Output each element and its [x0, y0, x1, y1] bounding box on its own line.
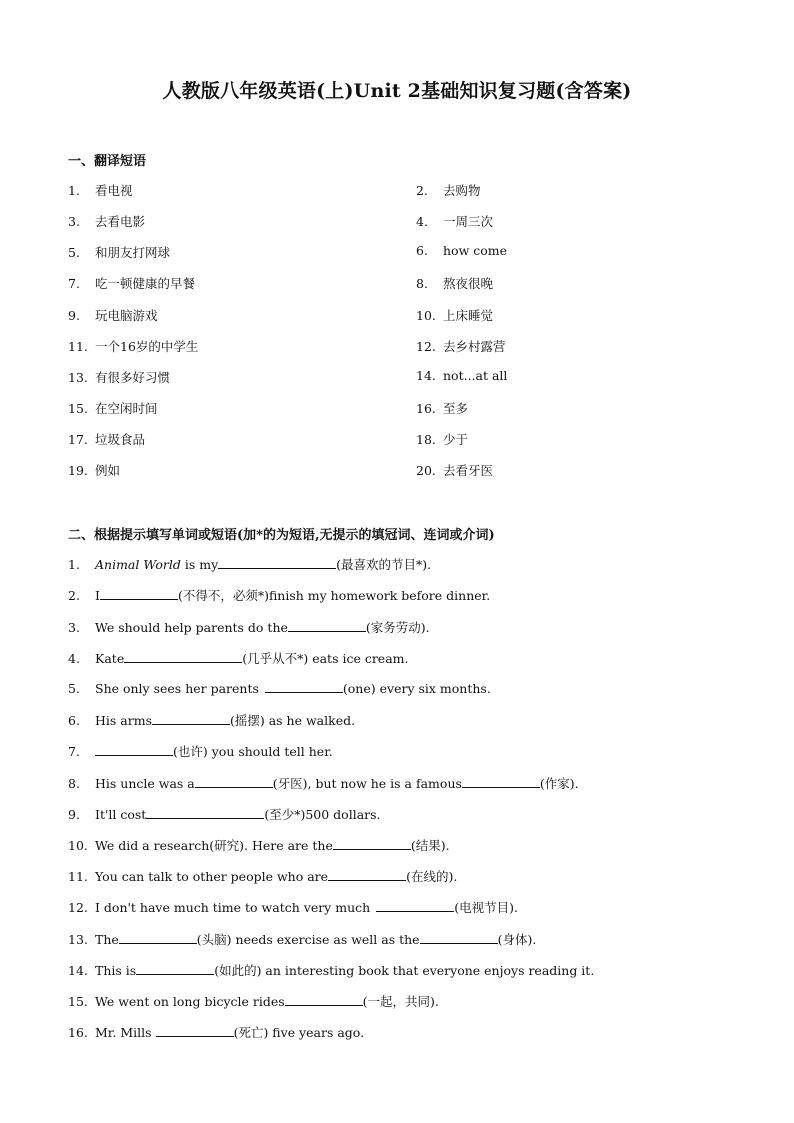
answer-blank[interactable] [288, 619, 366, 632]
phrase-item: 20. 去看牙医 [416, 463, 494, 478]
phrase-item: 4. 一周三次 [416, 214, 494, 229]
fill-blank-item: 10. We did a research(研究). Here are the (结果). [68, 838, 450, 853]
phrase-item: 8. 熬夜很晚 [416, 276, 494, 291]
answer-blank[interactable] [265, 680, 343, 693]
answer-blank[interactable] [119, 931, 197, 944]
answer-blank[interactable] [146, 806, 264, 819]
answer-blank[interactable] [328, 868, 406, 881]
answer-blank[interactable] [100, 587, 178, 600]
fill-blank-item: 14. This is (如此的) an interesting book that everyone enjoys reading it. [68, 963, 595, 978]
phrase-item: 2. 去购物 [416, 183, 481, 198]
phrase-item: 10. 上床睡觉 [416, 308, 494, 323]
answer-blank[interactable] [124, 650, 242, 663]
phrase-item: 1. 看电视 [68, 183, 133, 198]
fill-blank-item: 8. His uncle was a (牙医), but now he is a famous (作家). [68, 776, 579, 791]
fill-blank-item: 3. We should help parents do the (家务劳动). [68, 620, 430, 635]
answer-blank[interactable] [376, 899, 454, 912]
phrase-item: 13. 有很多好习惯 [68, 370, 171, 385]
fill-blank-item: 7. (也许) you should tell her. [68, 744, 333, 759]
phrase-item: 3. 去看电影 [68, 214, 146, 229]
fill-blank-item: 1. Animal World is my (最喜欢的节目*). [68, 557, 432, 572]
phrase-item: 11. 一个16岁的中学生 [68, 339, 199, 354]
fill-blank-item: 4. Kate (几乎从不*) eats ice cream. [68, 651, 409, 666]
phrase-item: 9. 玩电脑游戏 [68, 308, 158, 323]
phrase-item: 16. 至多 [416, 401, 469, 416]
phrase-item: 5. 和朋友打网球 [68, 245, 171, 260]
answer-blank[interactable] [156, 1024, 234, 1037]
answer-blank[interactable] [136, 962, 214, 975]
phrase-item: 6. how come [416, 243, 508, 258]
phrase-item: 14. not...at all [416, 368, 508, 383]
section-1-heading: 一、翻译短语 [68, 154, 147, 169]
phrase-item: 18. 少于 [416, 432, 469, 447]
answer-blank[interactable] [333, 837, 411, 850]
fill-blank-item: 9. It'll cost (至少*)500 dollars. [68, 807, 381, 822]
answer-blank[interactable] [218, 556, 336, 569]
fill-blank-item: 16. Mr. Mills (死亡) five years ago. [68, 1025, 365, 1040]
phrase-item: 19. 例如 [68, 463, 121, 478]
answer-blank[interactable] [152, 712, 230, 725]
section-2-heading: 二、根据提示填写单词或短语(加*的为短语,无提示的填冠词、连词或介词) [68, 528, 495, 543]
phrase-item: 12. 去乡村露营 [416, 339, 506, 354]
answer-blank[interactable] [420, 931, 498, 944]
page-title: 人教版八年级英语(上)Unit 2基础知识复习题(含答案) [162, 80, 632, 102]
answer-blank[interactable] [95, 743, 173, 756]
fill-blank-item: 15. We went on long bicycle rides (一起，共同). [68, 994, 439, 1009]
fill-blank-item: 11. You can talk to other people who are (在线的). [68, 869, 458, 884]
fill-blank-item: 2. I (不得不，必须*)finish my homework before dinner. [68, 588, 491, 603]
fill-blank-item: 12. I don't have much time to watch very much (电视节目). [68, 900, 518, 915]
answer-blank[interactable] [195, 775, 273, 788]
fill-blank-item: 6. His arms (摇摆) as he walked. [68, 713, 356, 728]
answer-blank[interactable] [285, 993, 363, 1006]
answer-blank[interactable] [462, 775, 540, 788]
fill-blank-item: 13. The (头脑) needs exercise as well as the (身体). [68, 932, 537, 947]
phrase-item: 15. 在空闲时间 [68, 401, 158, 416]
phrase-item: 7. 吃一顿健康的早餐 [68, 276, 196, 291]
fill-blank-item: 5. She only sees her parents (one) every six months. [68, 681, 491, 696]
phrase-item: 17. 垃圾食品 [68, 432, 146, 447]
